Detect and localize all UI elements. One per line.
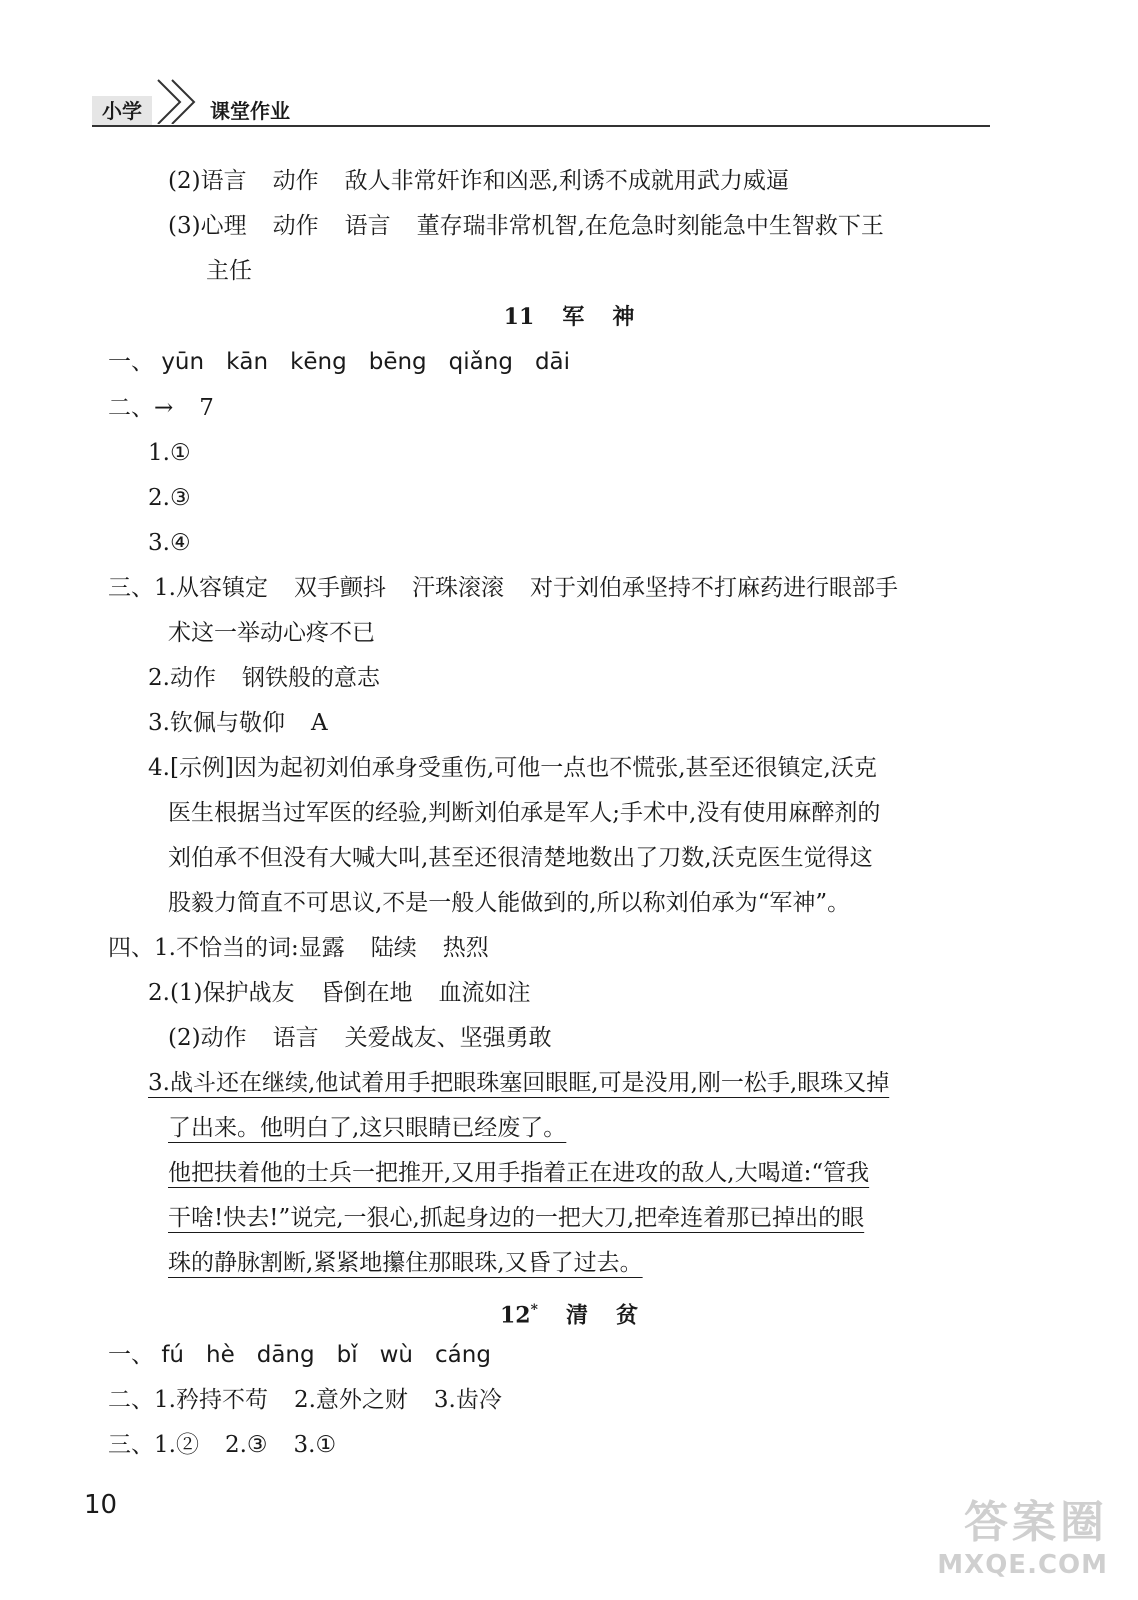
s12-q1: 一、 fú hè dāng bǐ wù cáng [108, 1342, 491, 1368]
s11-q4-3-line: 他把扶着他的士兵一把推开,又用手指着正在进攻的敌人,大喝道:“管我 [168, 1160, 870, 1186]
s11-q2-item: 1.① [148, 440, 191, 466]
s12-q3: 三、1.② 2.③ 3.① [108, 1432, 337, 1458]
s11-q3-1-cont: 术这一举动心疼不已 [168, 620, 375, 646]
page-header [92, 70, 990, 126]
prev-answer-2: (2)语言 动作 敌人非常奸诈和凶恶,利诱不成就用武力威逼 [168, 168, 789, 194]
s11-q3-4-line: 医生根据当过军医的经验,判断刘伯承是军人;手术中,没有使用麻醉剂的 [168, 800, 881, 826]
s11-q3-2: 2.动作 钢铁般的意志 [148, 665, 380, 691]
s11-q2: 二、→ 7 [108, 395, 214, 421]
s11-q2-item: 3.④ [148, 530, 191, 556]
s11-q3-1: 三、1.从容镇定 双手颤抖 汗珠滚滚 对于刘伯承坚持不打麻药进行眼部手 [108, 575, 898, 601]
s11-q4-3-line: 了出来。他明白了,这只眼睛已经废了。 [168, 1115, 567, 1141]
s11-q4-2b: (2)动作 语言 关爱战友、坚强勇敢 [168, 1025, 552, 1051]
prev-answer-3-cont: 主任 [206, 258, 252, 284]
s12-q2: 二、1.矜持不苟 2.意外之财 3.齿冷 [108, 1387, 502, 1413]
s11-q4-1: 四、1.不恰当的词:显露 陆续 热烈 [108, 935, 489, 961]
s11-q4-2a: 2.(1)保护战友 昏倒在地 血流如注 [148, 980, 531, 1006]
s11-q4-3-line: 干啥!快去!”说完,一狠心,抓起身边的一把大刀,把牵连着那已掉出的眼 [168, 1205, 865, 1231]
double-chevron-icon [154, 74, 206, 124]
s11-q3-4-line: 4.[示例]因为起初刘伯承身受重伤,可他一点也不慌张,甚至还很镇定,沃克 [148, 755, 877, 781]
watermark: 答案圈 MXQE.COM [937, 1497, 1108, 1580]
s11-q1: 一、 yūn kān kēng bēng qiǎng dāi [108, 349, 571, 375]
page-number: 10 [84, 1490, 118, 1520]
prev-answer-3: (3)心理 动作 语言 董存瑞非常机智,在危急时刻能急中生智救下王 [168, 213, 884, 239]
header-rule [92, 125, 990, 127]
lesson-12-title: 12* 清 贫 [500, 1302, 638, 1329]
s11-q4-3-line: 3.战斗还在继续,他试着用手把眼珠塞回眼眶,可是没用,刚一松手,眼珠又掉 [148, 1070, 890, 1096]
header-title: 课堂作业 [210, 99, 290, 123]
s11-q3-4-line: 股毅力简直不可思议,不是一般人能做到的,所以称刘伯承为“军神”。 [168, 890, 851, 916]
lesson-11-title: 11 军 神 [503, 304, 635, 330]
s11-q4-3-line: 珠的静脉割断,紧紧地攥住那眼珠,又昏了过去。 [168, 1250, 643, 1276]
s11-q3-4-line: 刘伯承不但没有大喊大叫,甚至还很清楚地数出了刀数,沃克医生觉得这 [168, 845, 873, 871]
header-badge: 小学 [92, 96, 152, 126]
s11-q3-3: 3.钦佩与敬仰 A [148, 710, 328, 736]
s11-q2-item: 2.③ [148, 485, 191, 511]
